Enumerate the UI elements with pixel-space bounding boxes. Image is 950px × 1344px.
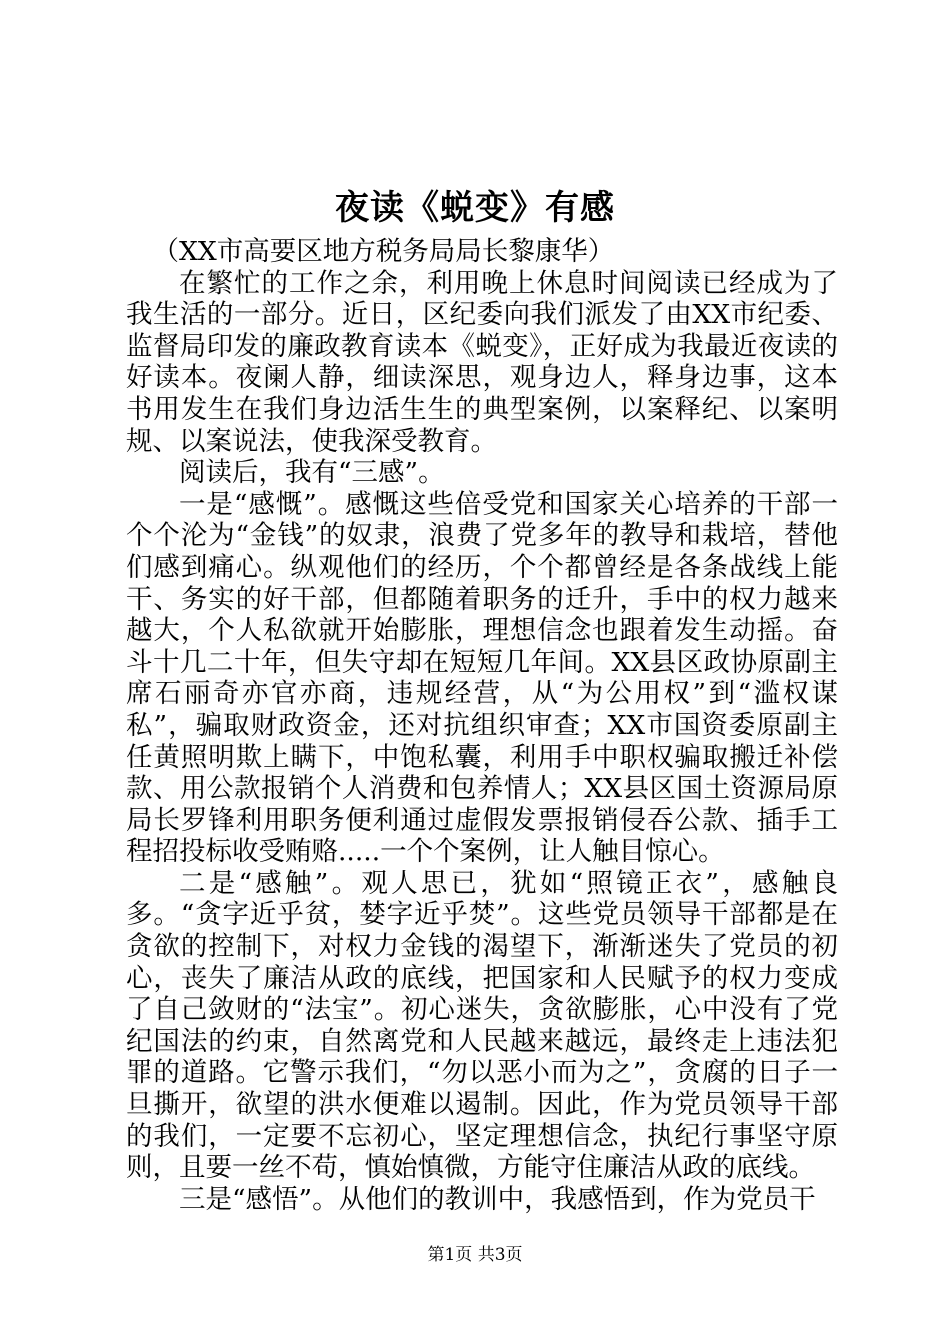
paragraph-three-feelings: 阅读后，我有“三感”。 (179, 457, 445, 489)
paragraph-second-feeling: 二是“感触”。观人思已，犹如“照镜正衣”，感触良多。“贪字近乎贫，婪字近乎焚”。这些党员领导干部都是在贪欲的控制下，对权力金钱的渴望下，渐渐迷失了党员的初心，丧失了廉洁从政的底线，把国家和人民赋予的权力变成了自己敛财的“法宝”。初心迷失，贪欲膨胀，心中没有了党纪国法的约束，自然离党和人民越来越远，最终走上违法犯罪的道路。它警示我们，“勿以恶小而为之”，贪腐的日子一旦撕开，欲望的洪水便难以遏制。因此，作为党员领导干部的我们，一定要不忘初心，坚定理想信念，执纪行事坚守原则，且要一丝不苟，慎始慎微，方能守住廉洁从政的底线。 (126, 867, 838, 1184)
document-title: 夜读《蜕变》有感 (335, 188, 615, 228)
page-footer: 第1页 共3页 (427, 1245, 523, 1265)
paragraph-intro: 在繁忙的工作之余，利用晚上休息时间阅读已经成为了我生活的一部分。近日，区纪委向我们派发了由XX市纪委、监督局印发的廉政教育读本《蜕变》，正好成为我最近夜读的好读本。夜阑人静，细读深思，观身边人，释身边事，这本书用发生在我们身边活生生的典型案例，以案释纪、以案明规、以案说法，使我深受教育。 (126, 267, 838, 457)
author-line: （XX市高要区地方税务局局长黎康华） (152, 236, 615, 267)
document-body (126, 236, 838, 1215)
paragraph-first-feeling: 一是“感慨”。感慨这些倍受党和国家关心培养的干部一个个沦为“金钱”的奴隶，浪费了党多年的教导和栽培，替他们感到痛心。纵观他们的经历，个个都曾经是各条战线上能干、务实的好干部，但都随着职务的迁升，手中的权力越来越大，个人私欲就开始膨胀，理想信念也跟着发生动摇。奋斗十几二十年，但失守却在短短几年间。XX县区政协原副主席石丽奇亦官亦商，违规经营，从“为公用权”到“滥权谋私”，骗取财政资金，还对抗组织审查；XX市国资委原副主任黄照明欺上瞒下，中饱私囊，利用手中职权骗取搬迁补偿款、用公款报销个人消费和包养情人；XX县区国土资源局原局长罗锋利用职务便利通过虚假发票报销侵吞公款、插手工程招投标收受贿赂.....一个个案例，让人触目惊心。 (126, 488, 838, 868)
paragraph-third-feeling: 三是“感悟”。从他们的教训中，我感悟到，作为党员干 (179, 1183, 816, 1215)
